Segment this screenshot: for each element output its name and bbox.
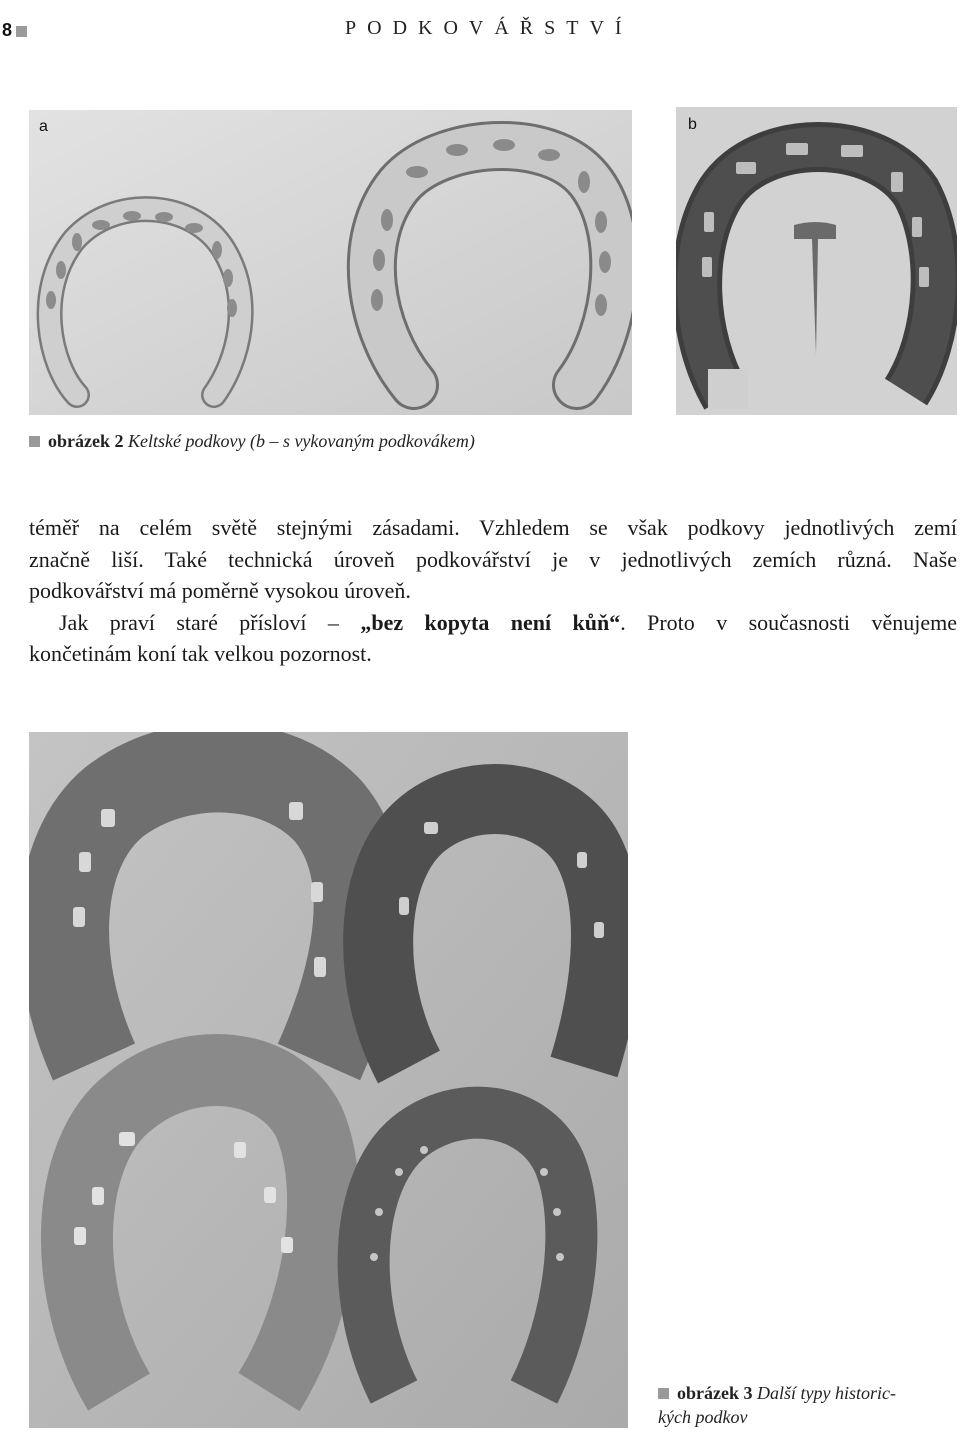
caption-line xyxy=(658,1381,958,1405)
square-bullet-icon xyxy=(16,26,27,37)
text-line: končetinám koní tak velkou pozornost. xyxy=(29,641,372,666)
caption-lead: obrázek 2 xyxy=(48,431,124,451)
figure-label-a: a xyxy=(39,118,48,135)
caption-lead: obrázek 3 xyxy=(677,1383,753,1403)
body-paragraph xyxy=(29,512,957,670)
celtic-horseshoes-drawing xyxy=(29,110,632,415)
historic-horseshoes-photo xyxy=(29,732,628,1428)
page-number-text: 8 xyxy=(2,20,13,40)
figure-label-b: b xyxy=(688,116,697,133)
figure-2a-photo xyxy=(29,110,632,415)
proverb-quote: „bez kopyta není kůň“ xyxy=(360,609,621,635)
text-segment: Jak praví staré přísloví – xyxy=(59,609,361,635)
text-line: téměř na celém světě stejnými zásadami. Vzhledem se však podkovy jednotlivých zemí xyxy=(29,515,957,540)
horseshoe-with-nail-drawing xyxy=(676,107,957,415)
caption-line xyxy=(658,1405,958,1429)
caption-text: Keltské podkovy (b – s vykovaným podkovákem) xyxy=(128,431,475,451)
figure-2-caption xyxy=(29,431,475,452)
square-bullet-icon xyxy=(658,1388,669,1399)
square-bullet-icon xyxy=(29,436,40,447)
caption-text: Další typy historic- xyxy=(757,1383,896,1403)
text-line: podkovářství má poměrně vysokou úroveň. xyxy=(29,578,411,603)
page-number xyxy=(2,20,27,41)
running-title: PODKOVÁŘSTVÍ xyxy=(345,17,633,39)
text-segment: . Proto v současnosti věnujeme xyxy=(620,609,957,635)
figure-3-caption xyxy=(658,1381,958,1429)
text-line: značně liší. Také technická úroveň podkovářství je v jednotlivých zemích různá. Naše xyxy=(29,546,957,572)
caption-text: kých podkov xyxy=(658,1407,748,1427)
figure-2b-photo xyxy=(676,107,957,415)
text-line xyxy=(29,607,957,639)
figure-3-photo xyxy=(29,732,628,1428)
